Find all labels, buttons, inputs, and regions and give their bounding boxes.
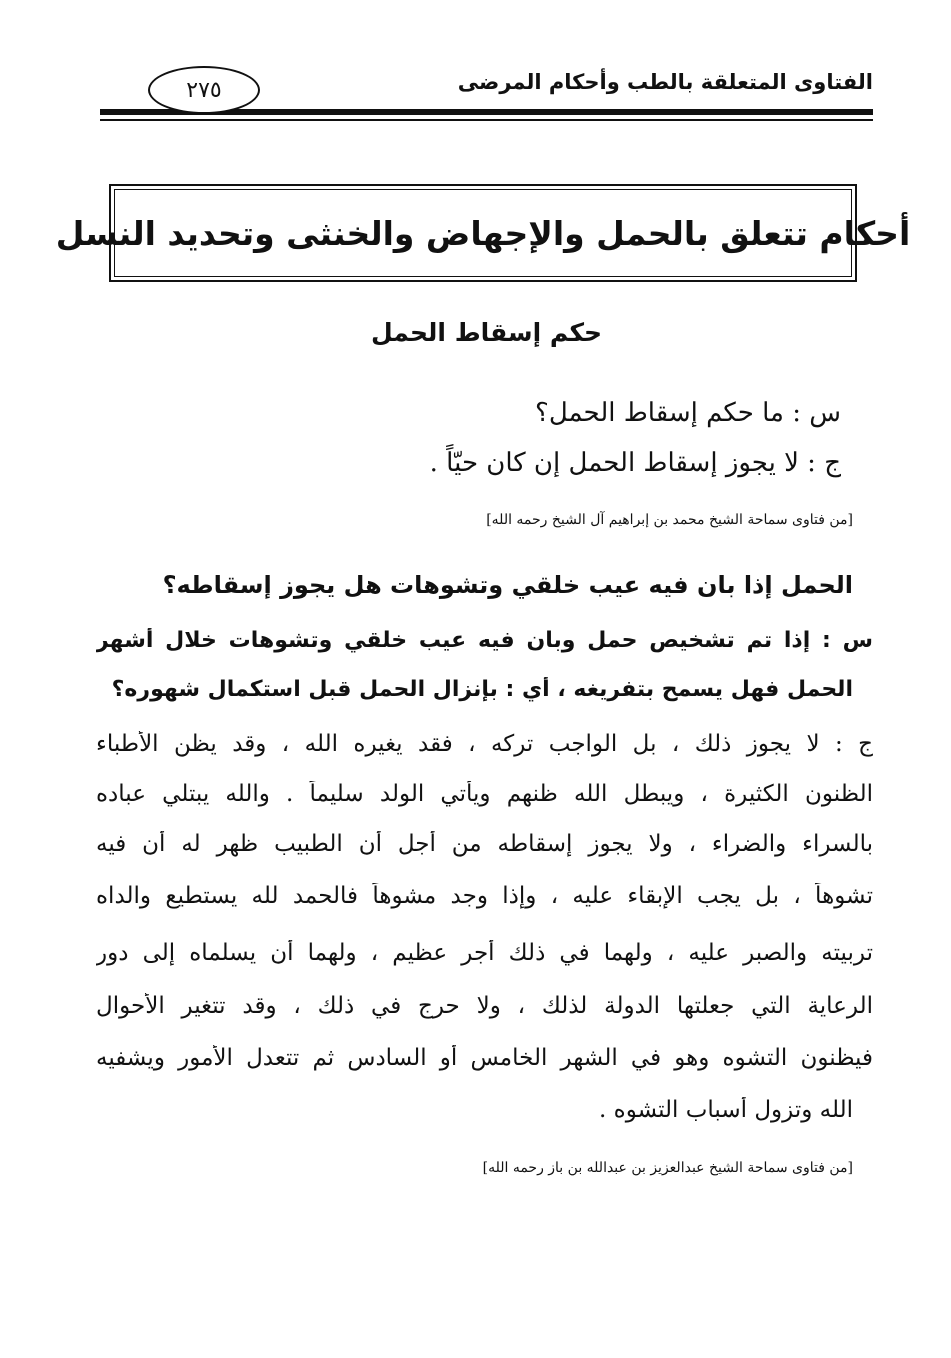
section-heading-abortion-ruling: حكم إسقاط الحمل: [370, 318, 603, 347]
answer-2-line: الرعاية التي جعلتها الدولة لذلك ، ولا حرج في ذلك ، وقد تتغير الأحوال: [96, 993, 873, 1019]
answer-2-line: بالسراء والضراء ، ولا يجوز إسقاطه من أجل أن الطبيب ظهر له أن فيه: [96, 831, 873, 857]
question-2-line: س : إذا تم تشخيص حمل وبان فيه عيب خلقي وتشوهات خلال أشهر: [96, 628, 873, 653]
running-title: الفتاوى المتعلقة بالطب وأحكام المرضى: [457, 70, 873, 94]
answer-2-line: ج : لا يجوز ذلك ، بل الواجب تركه ، فقد يغيره الله ، وقد يظن الأطباء: [96, 731, 873, 757]
answer-2-line: الله وتزول أسباب التشوه .: [599, 1097, 853, 1123]
answer-2-line: فيظنون التشوه وهو في الشهر الخامس أو السادس ثم تتعدل الأمور ويشفيه: [96, 1045, 873, 1071]
question-1: س : ما حكم إسقاط الحمل؟: [535, 398, 841, 428]
section-heading-defect: الحمل إذا بان فيه عيب خلقي وتشوهات هل يجوز إسقاطه؟: [162, 571, 853, 599]
answer-1: ج : لا يجوز إسقاط الحمل إن كان حيّاً .: [429, 448, 841, 478]
chapter-title-box: [55, 184, 911, 282]
answer-2-line: تربيته والصبر عليه ، ولهما في ذلك أجر عظيم ، ولهما أن يسلماه إلى دور: [96, 940, 873, 966]
answer-2-line: تشوهاً ، بل يجب الإبقاء عليه ، وإذا وجد مشوهاً فالحمد لله يستطيع والداه: [96, 883, 873, 909]
answer-2-line: الظنون الكثيرة ، ويبطل الله ظنهم ويأتي الولد سليماً . والله يبتلي عباده: [96, 781, 873, 807]
source-citation-1: [من فتاوى سماحة الشيخ محمد بن إبراهيم آل الشيخ رحمه الله]: [486, 512, 853, 528]
header-rule-thin: [100, 119, 873, 121]
running-header: [100, 62, 873, 112]
page-number: ٢٧٥: [148, 66, 260, 114]
chapter-title-frame: [55, 189, 911, 277]
chapter-title: أحكام تتعلق بالحمل والإجهاض والخنثى وتحديد النسل: [55, 213, 911, 253]
question-2-line: الحمل فهل يسمح بتفريغه ، أي : بإنزال الحمل قبل استكمال شهوره؟: [111, 677, 853, 702]
source-citation-2: [من فتاوى سماحة الشيخ عبدالعزيز بن عبدالله بن باز رحمه الله]: [482, 1160, 853, 1176]
